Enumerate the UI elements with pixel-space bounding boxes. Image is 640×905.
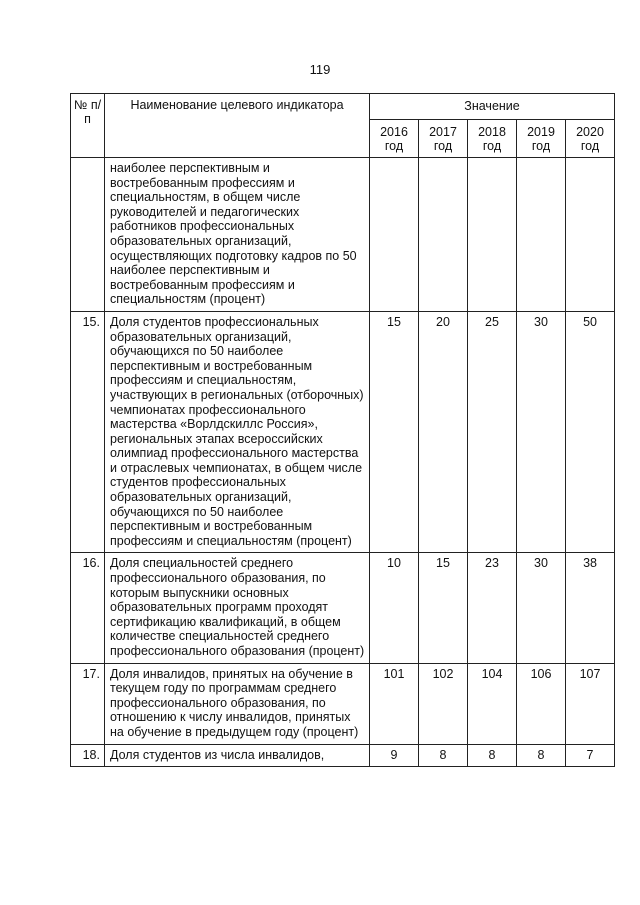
value-cell: 50 bbox=[566, 311, 615, 553]
indicator-name: Доля инвалидов, принятых на обучение в текущем году по программам среднего профессионального образования, по отношению к числу инвалидов, принятых на обучение в предыдущем году (процент) bbox=[105, 663, 370, 744]
header-year bbox=[566, 120, 615, 158]
year-unit: год bbox=[384, 138, 404, 153]
value-cell: 20 bbox=[419, 311, 468, 553]
row-number: 15. bbox=[71, 311, 105, 553]
value-cell: 15 bbox=[370, 311, 419, 553]
year-label: 2017 bbox=[429, 124, 457, 139]
value-cell: 38 bbox=[566, 553, 615, 663]
header-year bbox=[517, 120, 566, 158]
value-cell: 15 bbox=[419, 553, 468, 663]
value-cell: 9 bbox=[370, 744, 419, 767]
row-number: 17. bbox=[71, 663, 105, 744]
value-cell bbox=[468, 158, 517, 312]
header-year bbox=[370, 120, 419, 158]
header-year bbox=[419, 120, 468, 158]
indicator-name: Доля специальностей среднего профессионального образования, по которым выпускники основных образовательных программ проходят сертификацию квалификаций, в общем количестве специальностей среднего профессионального образования (процент) bbox=[105, 553, 370, 663]
value-cell: 8 bbox=[468, 744, 517, 767]
value-cell: 106 bbox=[517, 663, 566, 744]
indicator-name: наиболее перспективным и востребованным профессиям и специальностям, в общем числе руководителей и педагогических работников профессиональных образовательных организаций, осуществляющих подготовку кадров по 50 наиболее перспективным и востребованным профессиям и специальностям (процент) bbox=[105, 158, 370, 312]
year-unit: год bbox=[580, 138, 600, 153]
value-cell bbox=[566, 158, 615, 312]
value-cell: 101 bbox=[370, 663, 419, 744]
value-cell: 25 bbox=[468, 311, 517, 553]
year-unit: год bbox=[531, 138, 551, 153]
value-cell: 23 bbox=[468, 553, 517, 663]
value-cell: 7 bbox=[566, 744, 615, 767]
value-cell bbox=[517, 158, 566, 312]
table-row bbox=[71, 158, 615, 312]
header-value: Значение bbox=[370, 94, 615, 120]
row-number bbox=[71, 158, 105, 312]
header-indicator-name: Наименование целевого индикатора bbox=[105, 94, 370, 158]
table-row bbox=[71, 553, 615, 663]
value-cell bbox=[419, 158, 468, 312]
value-cell: 104 bbox=[468, 663, 517, 744]
year-label: 2016 bbox=[380, 124, 408, 139]
header-row bbox=[71, 94, 615, 120]
year-unit: год bbox=[482, 138, 502, 153]
year-label: 2020 bbox=[576, 124, 604, 139]
indicators-table bbox=[70, 93, 615, 767]
year-label: 2018 bbox=[478, 124, 506, 139]
year-unit: год bbox=[433, 138, 453, 153]
value-cell: 30 bbox=[517, 311, 566, 553]
indicator-name: Доля студентов профессиональных образовательных организаций, обучающихся по 50 наиболее перспективным и востребованным профессиям и специальностям, участвующих в региональных (отборочных) чемпионатах профессионального мастерства «Ворлдскиллс Россия», региональных этапах всероссийских олимпиад профессионального мастерства и отраслевых чемпионатах, в общем числе студентов профессиональных образовательных организаций, обучающихся по 50 наиболее перспективным и востребованным профессиям и специальностям (процент) bbox=[105, 311, 370, 553]
indicator-name: Доля студентов из числа инвалидов, bbox=[105, 744, 370, 767]
value-cell: 30 bbox=[517, 553, 566, 663]
value-cell: 8 bbox=[419, 744, 468, 767]
value-cell: 107 bbox=[566, 663, 615, 744]
header-year bbox=[468, 120, 517, 158]
page-number: 119 bbox=[309, 62, 331, 77]
value-cell: 8 bbox=[517, 744, 566, 767]
value-cell bbox=[370, 158, 419, 312]
table-row bbox=[71, 663, 615, 744]
header-num: № п/п bbox=[71, 94, 105, 158]
year-label: 2019 bbox=[527, 124, 555, 139]
table-row bbox=[71, 744, 615, 767]
row-number: 16. bbox=[71, 553, 105, 663]
value-cell: 102 bbox=[419, 663, 468, 744]
row-number: 18. bbox=[71, 744, 105, 767]
value-cell: 10 bbox=[370, 553, 419, 663]
table-row bbox=[71, 311, 615, 553]
